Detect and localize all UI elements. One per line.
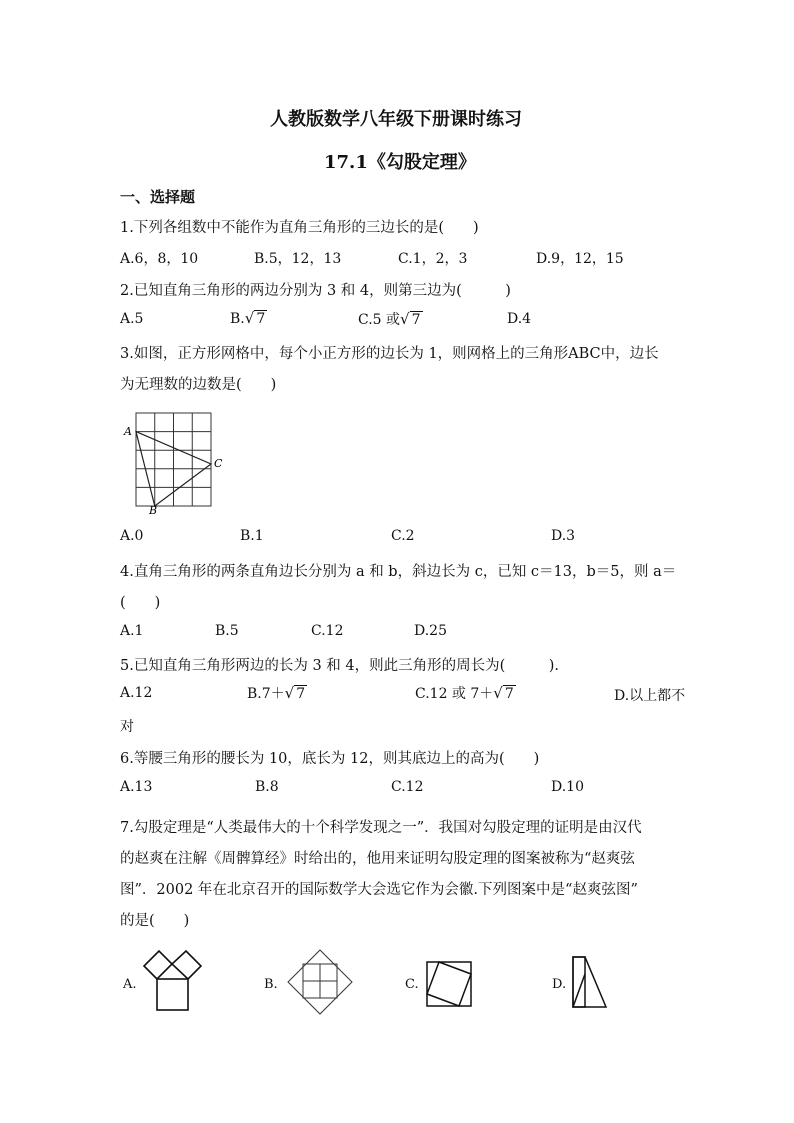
q2-option-b-radicand: 7: [256, 311, 266, 327]
q6-option-d: D.10: [551, 779, 584, 795]
q2-option-c-radicand: 7: [411, 312, 421, 328]
q3-option-c: C.2: [391, 528, 415, 544]
q2-option-b: [230, 309, 267, 327]
q5-option-b-radicand: 7: [296, 686, 306, 702]
question-5-text: 5.已知直角三角形两边的长为 3 和 4，则此三角形的周长为( ).: [120, 658, 560, 674]
vertex-label-c: C: [214, 457, 223, 470]
q4-option-c: C.12: [311, 623, 344, 639]
question-6-text: 6.等腰三角形的腰长为 10，底长为 12，则其底边上的高为( ): [120, 751, 540, 767]
q5-option-c-prefix: C.12 或 7＋: [415, 686, 494, 702]
q2-option-c-prefix: C.5 或: [358, 312, 401, 328]
page-subtitle: 17.1《勾股定理》: [324, 152, 476, 173]
q1-option-a: A.6，8，10: [120, 251, 199, 267]
q7-option-b-label: B.: [264, 977, 278, 992]
question-2-text: 2.已知直角三角形的两边分别为 3 和 4，则第三边为( ): [120, 283, 511, 299]
q7-figure-b-square-pattern: [284, 946, 356, 1018]
q4-option-b: B.5: [215, 623, 239, 639]
q1-option-b: B.5，12，13: [254, 251, 342, 267]
q7-option-d-label: D.: [552, 977, 567, 992]
vertex-label-b: B: [149, 504, 158, 515]
q1-option-d: D.9，12，15: [536, 251, 624, 267]
q2-option-b-prefix: B.: [230, 311, 245, 327]
q5-option-d-line2: 对: [120, 719, 134, 735]
q7-figure-d-triangle: [568, 952, 610, 1014]
question-3-line2: 为无理数的边数是( ): [120, 377, 277, 393]
sqrt-symbol: √ 7: [493, 684, 514, 702]
q4-option-a: A.1: [120, 623, 144, 639]
section-heading: 一、选择题: [120, 188, 196, 206]
q5-option-b-prefix: B.7＋: [247, 686, 285, 702]
q5-option-a: A.12: [120, 685, 153, 701]
q2-option-d: D.4: [507, 311, 532, 327]
q5-option-d-line1: D.以上都不: [614, 688, 686, 704]
q6-option-c: C.12: [391, 779, 424, 795]
q3-option-b: B.1: [240, 528, 264, 544]
question-7-line4: 的是( ): [120, 913, 190, 929]
question-7-line3: 图”．2002 年在北京召开的国际数学大会选它作为会徽.下列图案中是“赵爽弦图”: [120, 882, 638, 898]
q7-figure-a-pythagoras-squares: [140, 945, 205, 1017]
sqrt-symbol: √ 7: [400, 310, 421, 328]
q7-option-a-label: A.: [123, 977, 137, 992]
q5-option-b: [247, 683, 307, 703]
q6-option-b: B.8: [255, 779, 279, 795]
question-4-line2: ( ): [120, 595, 161, 611]
grid-triangle-figure: [120, 405, 230, 515]
q7-figure-c-zhao-shuang-diagram: [424, 959, 474, 1009]
q6-option-a: A.13: [120, 779, 153, 795]
q2-option-a: A.5: [120, 311, 144, 327]
question-3-line1: 3.如图，正方形网格中，每个小正方形的边长为 1，则网格上的三角形ABC中，边长: [120, 346, 659, 362]
q5-option-c: [415, 683, 516, 703]
question-4-line1: 4.直角三角形的两条直角边长分别为 a 和 b，斜边长为 c，已知 c＝13，b＝5，则 a＝: [120, 564, 677, 580]
vertex-label-a: A: [124, 425, 132, 438]
question-1-text: 1.下列各组数中不能作为直角三角形的三边长的是( ): [120, 220, 479, 236]
page-title: 人教版数学八年级下册课时练习: [270, 109, 522, 130]
sqrt-symbol: √ 7: [244, 309, 266, 327]
q1-option-c: C.1，2，3: [398, 251, 468, 267]
q5-option-c-radicand: 7: [504, 686, 514, 702]
sqrt-symbol: √ 7: [284, 684, 306, 702]
q3-option-a: A.0: [120, 528, 144, 544]
q2-option-c: [358, 309, 423, 329]
question-7-line2: 的赵爽在注解《周髀算经》时给出的，他用来证明勾股定理的图案被称为“赵爽弦: [120, 851, 635, 867]
q4-option-d: D.25: [414, 623, 447, 639]
q7-option-c-label: C.: [405, 977, 419, 992]
question-7-line1: 7.勾股定理是“人类最伟大的十个科学发现之一”．我国对勾股定理的证明是由汉代: [120, 820, 642, 836]
q3-option-d: D.3: [551, 528, 576, 544]
